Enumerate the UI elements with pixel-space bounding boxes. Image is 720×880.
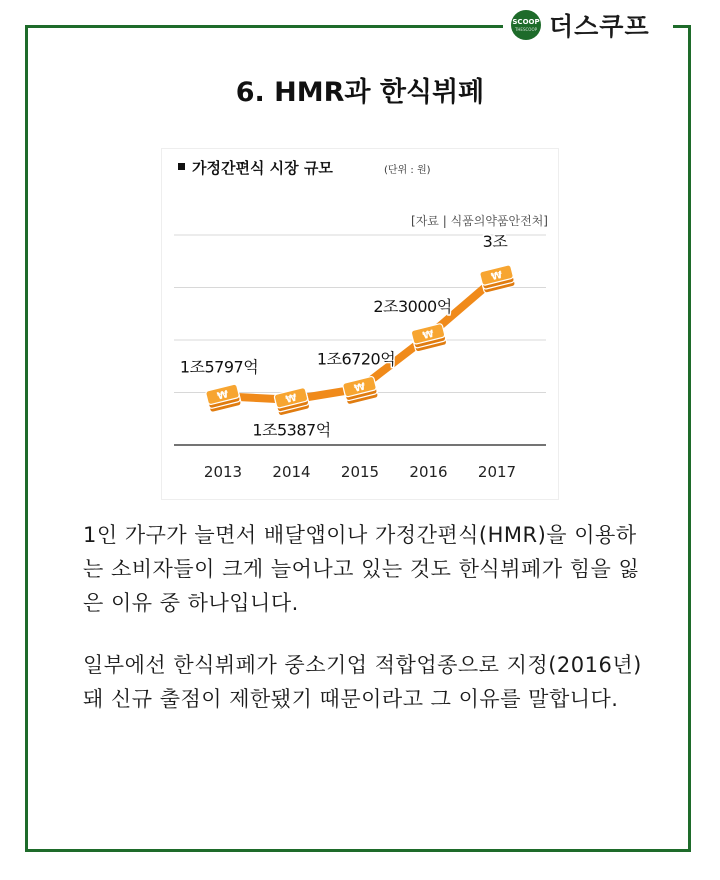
won-coin-marker xyxy=(479,264,515,293)
won-sign-icon: ₩ xyxy=(353,381,367,395)
brand-name: 더스쿠프 xyxy=(549,12,650,41)
data-label: 3조 xyxy=(482,232,508,251)
data-label: 1조5387억 xyxy=(252,420,331,440)
won-coin-marker xyxy=(205,384,241,413)
badge-sub-text: THESCOOP xyxy=(514,26,538,32)
x-tick-label: 2017 xyxy=(477,463,517,481)
market-size-chart xyxy=(161,148,559,500)
x-tick-label: 2016 xyxy=(409,463,448,481)
page-title: 6. HMR과 한식뷔페 xyxy=(235,77,485,108)
chart-title: 가정간편식 시장 규모 xyxy=(192,159,333,177)
paragraph-regulation: 일부에선 한식뷔페가 중소기업 적합업종으로 지정(2016년)돼 신규 출점이 제한됐기 때문이라고 그 이유를 말합니다. xyxy=(83,653,642,711)
won-coin-marker xyxy=(274,387,310,416)
data-label: 2조3000억 xyxy=(373,296,452,316)
won-sign-icon: ₩ xyxy=(284,392,299,406)
x-tick-label: 2015 xyxy=(340,463,380,481)
chart-source: [자료 | 식품의약품안전처] xyxy=(411,214,548,228)
chart-svg xyxy=(162,149,558,499)
x-tick-label: 2014 xyxy=(272,463,311,481)
scoop-badge-icon xyxy=(511,10,541,40)
brand-logo[interactable] xyxy=(503,6,673,44)
chart-unit: (단위 : 원) xyxy=(384,165,431,176)
badge-text: SCOOP xyxy=(512,17,540,26)
data-label: 1조6720억 xyxy=(316,349,396,369)
paragraph-hmr: 1인 가구가 늘면서 배달앱이나 가정간편식(HMR)을 이용하는 소비자들이 크게 늘어나고 있는 것도 한식뷔페가 힘을 잃은 이유 중 하나입니다. xyxy=(83,523,640,615)
x-tick-label: 2013 xyxy=(203,463,243,481)
title-bullet-icon xyxy=(178,163,185,170)
won-sign-icon: ₩ xyxy=(490,269,504,284)
data-label: 1조5797억 xyxy=(179,357,259,377)
won-coin-marker xyxy=(342,376,378,405)
won-coin-marker xyxy=(411,323,447,352)
won-sign-icon: ₩ xyxy=(216,389,230,403)
won-sign-icon: ₩ xyxy=(421,328,436,342)
